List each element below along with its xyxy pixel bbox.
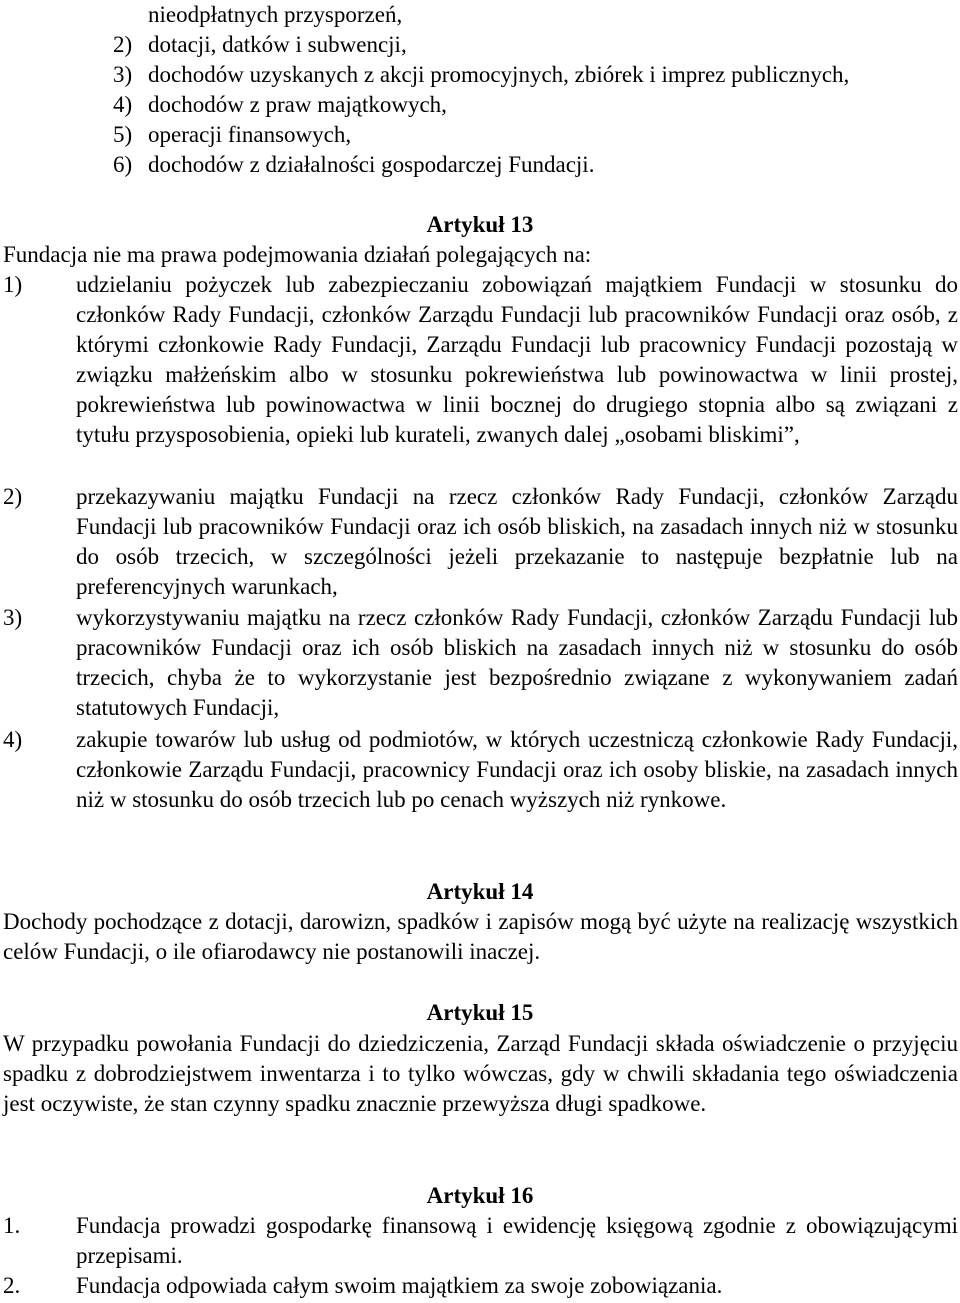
list-item-number: 6) — [113, 152, 133, 177]
item-text: przekazywaniu majątku Fundacji na rzecz członków Rady Fundacji, członków Zarządu Fundacji lub pracowników Fundacji oraz ich osób bliskich, na zasadach innych niż w stosunku do osób trzecich, w szczególności jeżeli przekazanie to następuje bezpłatnie lub na preferencyjnych warunkach, — [76, 484, 958, 599]
article-13-item-1 — [3, 270, 958, 450]
list-item-number: 2) — [113, 32, 133, 57]
list-item — [0, 30, 960, 60]
list-item — [0, 0, 960, 30]
list-item — [0, 150, 960, 180]
item-number: 4) — [3, 727, 23, 752]
article-14-heading: Artykuł 14 — [426, 879, 534, 904]
list-item-number: 5) — [113, 122, 133, 147]
item-number: 3) — [3, 605, 23, 630]
list-item-text: dochodów z działalności gospodarczej Fundacji. — [148, 152, 595, 177]
list-item-text: operacji finansowych, — [148, 122, 352, 147]
article-16-item-1 — [3, 1211, 958, 1271]
item-text: Fundacja prowadzi gospodarkę finansową i ewidencję księgową zgodnie z obowiązującymi przepisami. — [76, 1213, 958, 1268]
list-item-text: dochodów uzyskanych z akcji promocyjnych, zbiórek i imprez publicznych, — [148, 62, 850, 87]
article-13-item-3 — [3, 603, 958, 723]
item-number: 1) — [3, 272, 23, 297]
item-number: 2. — [3, 1273, 21, 1298]
article-15-heading: Artykuł 15 — [426, 1000, 534, 1025]
income-sources-list — [0, 0, 960, 180]
list-item — [0, 60, 960, 90]
list-item-text: dochodów z praw majątkowych, — [148, 92, 447, 117]
list-item-number: 3) — [113, 62, 133, 87]
list-item — [0, 120, 960, 150]
list-item — [0, 90, 960, 120]
article-13-intro: Fundacja nie ma prawa podejmowania działań polegających na: — [3, 242, 592, 267]
article-14-text: Dochody pochodzące z dotacji, darowizn, spadków i zapisów mogą być użyte na realizację wszystkich celów Fundacji, o ile ofiarodawcy nie postanowili inaczej. — [3, 909, 958, 964]
item-number: 1. — [3, 1213, 21, 1238]
item-number: 2) — [3, 484, 23, 509]
article-16-item-2 — [3, 1271, 958, 1301]
list-item-text: dotacji, datków i subwencji, — [148, 32, 407, 57]
article-16-heading: Artykuł 16 — [426, 1183, 534, 1208]
article-13-heading: Artykuł 13 — [426, 212, 534, 237]
list-item-number: 4) — [113, 92, 133, 117]
item-text: zakupie towarów lub usług od podmiotów, w których uczestniczą członkowie Rady Fundacji, członkowie Zarządu Fundacji, pracownicy Fundacji oraz ich osoby bliskie, na zasadach innych niż w stosunku do osób trzecich lub po cenach wyższych niż rynkowe. — [76, 727, 958, 812]
item-text: Fundacja odpowiada całym swoim majątkiem za swoje zobowiązania. — [76, 1273, 723, 1298]
item-text: udzielaniu pożyczek lub zabezpieczaniu zobowiązań majątkiem Fundacji w stosunku do członków Rady Fundacji, członków Zarządu Fundacji lub pracowników Fundacji oraz osób, z którymi członkowie Rady Fundacji, Zarządu Fundacji lub pracownicy Fundacji pozostają w związku małżeńskim albo w stosunku pokrewieństwa lub powinowactwa w linii prostej, pokrewieństwa lub powinowactwa w linii bocznej do drugiego stopnia albo są związani z tytułu przysposobienia, opieki lub kurateli, zwanych dalej „osobami bliskimi”, — [76, 272, 958, 447]
item-text: wykorzystywaniu majątku na rzecz członków Rady Fundacji, członków Zarządu Fundacji lub pracowników Fundacji oraz ich osób bliskich na zasadach innych niż w stosunku do osób trzecich, chyba że to wykorzystanie jest bezpośrednio związane z wykonywaniem zadań statutowych Fundacji, — [76, 605, 958, 720]
article-13-item-2 — [3, 482, 958, 602]
article-13-item-4 — [3, 725, 958, 815]
article-15-text: W przypadku powołania Fundacji do dziedziczenia, Zarząd Fundacji składa oświadczenie o przyjęciu spadku z dobrodziejstwem inwentarza i to tylko wówczas, gdy w chwili składania tego oświadczenia jest oczywiste, że stan czynny spadku znacznie przewyższa długi spadkowe. — [3, 1031, 958, 1116]
list-item-text: nieodpłatnych przysporzeń, — [148, 2, 403, 27]
